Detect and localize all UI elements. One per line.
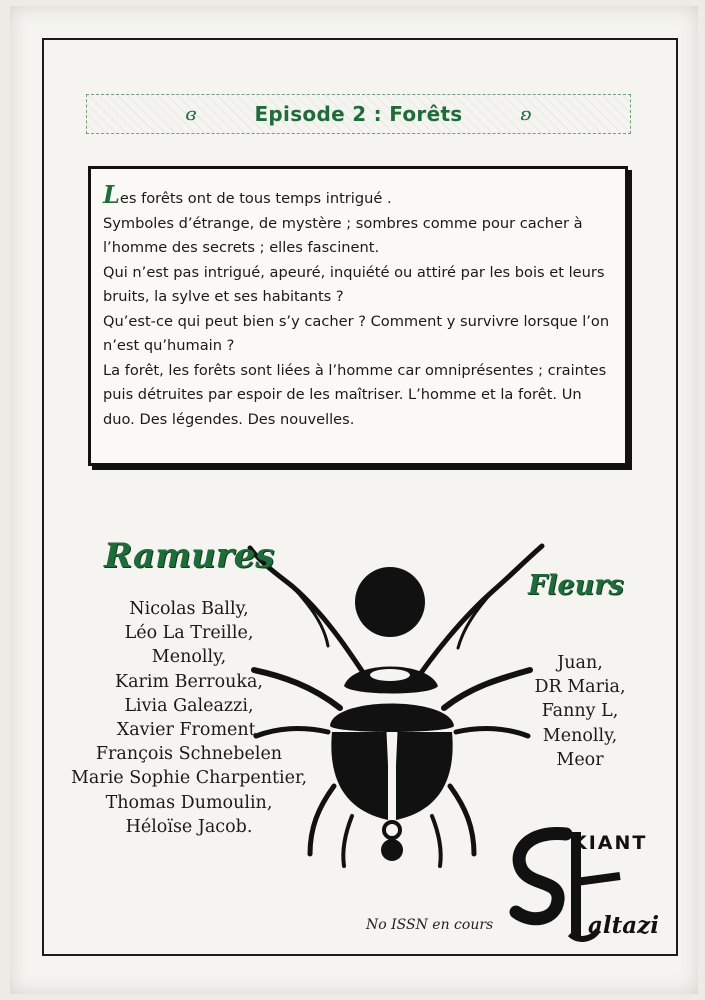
list-item: Héloïse Jacob. <box>125 816 253 837</box>
list-item: François Schnebelen <box>95 744 283 765</box>
ornament-right-icon: ʚ <box>520 103 532 125</box>
episode-title: Episode 2 : Forêts <box>254 102 463 126</box>
intro-text-box <box>88 166 628 466</box>
list-item: Thomas Dumoulin, <box>105 792 273 813</box>
list-item: Livia Galeazzi, <box>124 695 254 716</box>
logo-text-bottom: altazi <box>588 912 659 939</box>
list-item: Juan, <box>557 653 603 673</box>
list-item: Léo La Treille, <box>124 623 254 644</box>
intro-line-2: Symboles d’étrange, de mystère ; sombres comme pour cacher à l’homme des secrets ; elles fascinent. <box>103 214 583 256</box>
issn-note: No ISSN en cours <box>366 917 494 933</box>
drop-cap: L <box>103 180 120 209</box>
intro-line-1: Les forêts ont de tous temps intrigué . <box>103 180 392 209</box>
list-item: Xavier Froment, <box>116 720 262 741</box>
list-item: Fanny L, <box>541 701 619 722</box>
fleurs-heading: Fleurs <box>528 570 624 601</box>
list-item: Menolly, <box>151 647 227 668</box>
intro-line-5: La forêt, les forêts sont liées à l’homme car omniprésentes ; craintes puis détruites par espoir de les maîtriser. L’homme et la forêt. Un duo. Des légendes. Des nouvelles. <box>103 361 607 428</box>
logo-text-top: KIANT <box>572 832 648 854</box>
list-item: Meor <box>556 749 604 770</box>
list-item: Karim Berrouka, <box>115 671 263 692</box>
list-item: DR Maria, <box>534 677 626 698</box>
ramures-name-list <box>44 597 334 839</box>
fleurs-name-list <box>520 651 640 772</box>
episode-title-banner <box>86 94 631 134</box>
ornament-left-icon: ɞ <box>185 103 197 125</box>
list-item: Menolly, <box>542 725 618 746</box>
intro-line-4: Qu’est-ce qui peut bien s’y cacher ? Comment y survivre lorsque l’on n’est qu’humain ? <box>103 312 610 354</box>
list-item: Nicolas Bally, <box>129 599 249 619</box>
ramures-heading: Ramures <box>104 536 275 576</box>
intro-line-3: Qui n’est pas intrigué, apeuré, inquiété ou attiré par les bois et leurs bruits, la sylve et ses habitants ? <box>103 263 605 305</box>
list-item: Marie Sophie Charpentier, <box>70 768 308 789</box>
